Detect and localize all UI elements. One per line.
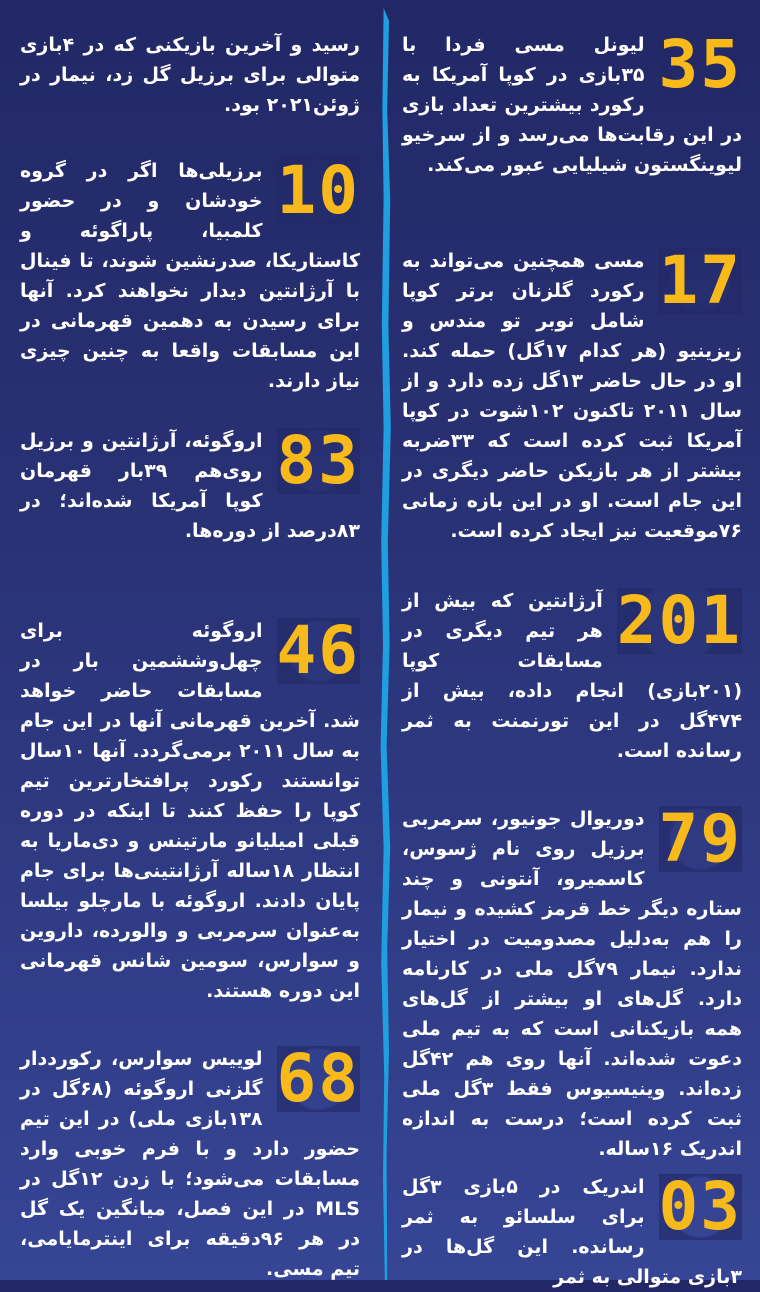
continued-text: رسید و آخرین بازیکنی که در ۴بازی متوالی برای برزیل گل زد، نیمار در ژوئن۲۰۲۱ بود. [20,34,360,116]
stat-block-35 [402,26,742,180]
stat-text: اروگوئه، آرژانتین و برزیل روی‌هم ۳۹بار قهرمان کوپا آمریکا شده‌اند؛ در ۸۳درصد از دوره‌ها. [20,430,360,542]
stat-number: 10 [276,152,360,229]
stat-text: لوییس سوارس، رکورددار گلزنی اروگوئه (۶۸گل در ۱۳۸بازی ملی) در این تیم حضور دارد و با فرم خوبی وارد مسابقات می‌شود؛ با زدن ۱۲گل در MLS در این فصل، میانگین یک گل در هر ۹۶دقیقه برای اینترمایامی، تیم مسی. [20,1048,360,1280]
stat-block-46 [20,612,360,1006]
stat-number: 35 [658,26,742,103]
stat-block-79 [402,800,742,1164]
stat-number: 201 [616,582,742,659]
stat-text: لیونل مسی فردا با ۳۵بازی در کوپا آمریکا به رکورد بیشترین تعداد بازی در این رقابت‌ها می‌رسد و از سرخیو لیوینگستون شیلیایی عبور می‌کند. [402,34,742,176]
torn-divider-strip [380,8,392,1280]
stat-number: 79 [658,800,742,877]
stat-text: اروگوئه برای چهل‌وششمین بار در مسابقات حاضر خواهد شد. آخرین قهرمانی آنها در این جام به سال ۲۰۱۱ برمی‌گردد. آنها ۱۰سال توانستند رکورد پرافتخارترین تیم کوپا را حفظ کنند تا اینکه در دوره قبلی امیلیانو مارتینس و دی‌ماریا به انتظار ۱۸ساله آرژانتینی‌ها برای جام پایان دادند. اروگوئه با مارچلو بیلسا به‌عنوان سرمربی و والورده، داروین و سوارس، سومین شانس قهرمانی این دوره هستند. [20,620,360,1002]
stat-text: برزیلی‌ها اگر در گروه خودشان و در حضور کلمبیا، پاراگوئه و کاستاریکا، صدرنشین شوند، تا فینال با آرژانتین دیدار نخواهند کرد. آنها برای رسیدن به دهمین قهرمانی در این مسابقات واقعا به چنین چیزی نیاز دارند. [20,160,360,392]
stat-block-68 [20,1040,360,1284]
stat-text: دوریوال جونیور، سرمربی برزیل روی نام ژسوس، کاسمیرو، آنتونی و چند ستاره دیگر خط قرمز کشیده و نیمار را هم به‌دلیل مصدومیت در اختیار ندارد. نیمار ۷۹گل ملی در کارنامه دارد. گل‌های او بیشتر از گل‌های همه بازیکنانی است که به تیم ملی دعوت شده‌اند. آنها روی هم ۴۲گل زده‌اند. وینیسیوس فقط ۳گل ملی ثبت کرده است؛ درست به اندازه اندریک ۱۶ساله. [402,808,742,1160]
stat-number: 68 [276,1040,360,1117]
stat-text: مسی همچنین می‌تواند به رکورد گلزنان برتر کوپا شامل نوبر تو مندس و زیزینیو (هر کدام ۱۷گل) حمله کند. او در حال حاضر ۱۳گل زده دارد و از سال ۲۰۱۱ تاکنون ۱۰۲شوت در کوپا آمریکا ثبت کرده است که ۳۳ضربه بیشتر از هر بازیکن حاضر دیگری در این جام است. او در این بازه زمانی ۷۶موقعیت نیز ایجاد کرده است. [402,250,742,542]
stat-text: اندریک در ۵بازی ۳گل برای سلسائو به ثمر رسانده. این گل‌ها در ۳بازی متوالی به ثمر [402,1176,742,1288]
stat-text: آرژانتین که بیش از هر تیم دیگری در مسابقات کوپا (۲۰۱بازی) انجام داده، بیش از ۴۷۴گل در این تورنمنت به ثمر رسانده است. [402,590,742,762]
stat-number: 83 [276,422,360,499]
continued-text-block [20,30,360,120]
stat-block-201 [402,582,742,766]
stat-block-17 [402,242,742,546]
stat-number: 46 [276,612,360,689]
stat-block-10 [20,152,360,396]
stat-block-03 [402,1168,742,1292]
stat-block-83 [20,422,360,546]
stat-number: 17 [658,242,742,319]
stat-number: 03 [658,1168,742,1245]
